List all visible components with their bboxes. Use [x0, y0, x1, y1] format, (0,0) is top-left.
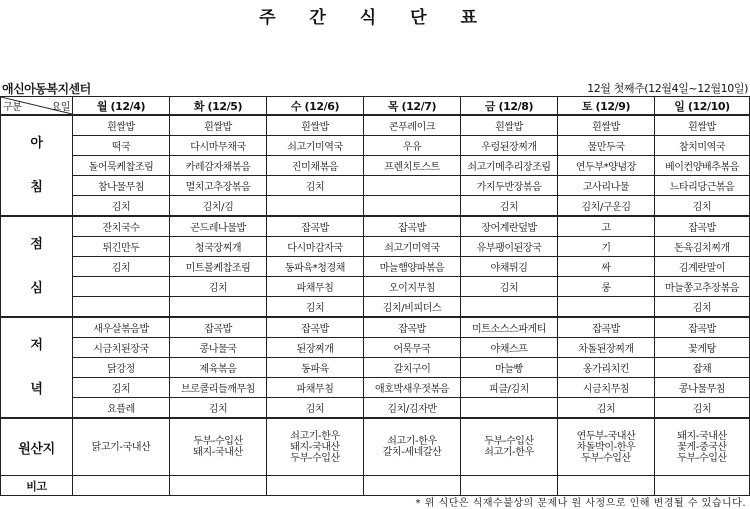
menu-cell: 고사리나물: [558, 176, 655, 196]
menu-cell: 시금치무침: [558, 378, 655, 398]
origin-cell: [267, 418, 364, 476]
menu-cell: 우렁된장찌개: [461, 136, 558, 156]
menu-cell: 미트소스스파게티: [461, 317, 558, 338]
menu-cell: [461, 398, 558, 419]
origin-line: 돼지-국내산: [193, 447, 243, 458]
origin-line: 차돌박이-한우: [576, 441, 636, 453]
menu-row: [1, 115, 750, 136]
meal-label: [1, 115, 73, 216]
menu-cell: 새우살볶음밥: [73, 317, 170, 338]
menu-cell: 유부팽이된장국: [461, 237, 558, 257]
menu-row: [1, 297, 750, 318]
menu-cell: 가지두반장볶음: [461, 176, 558, 196]
menu-cell: 야채스프: [461, 338, 558, 358]
menu-cell: 김치/구운김: [558, 196, 655, 217]
day-header: 토 (12/9): [558, 97, 655, 116]
day-header: 화 (12/5): [170, 97, 267, 116]
menu-cell: 김치: [558, 398, 655, 419]
meal-label-char: 아: [30, 135, 43, 151]
menu-cell: 김계란말이: [655, 257, 750, 277]
origin-cell: [73, 418, 170, 476]
menu-cell: 갈치구이: [364, 358, 461, 378]
menu-cell: 김치: [73, 257, 170, 277]
menu-cell: 동파육: [267, 358, 364, 378]
menu-row: [1, 257, 750, 277]
menu-cell: 베이컨양배추볶음: [655, 156, 750, 176]
origin-cell: [655, 418, 750, 476]
meal-label-char: 녁: [30, 381, 43, 397]
menu-cell: 잡곡밥: [170, 317, 267, 338]
menu-cell: 돈육김치찌개: [655, 237, 750, 257]
menu-body: [1, 115, 750, 496]
menu-cell: 마늘쫑고추장볶음: [655, 277, 750, 297]
meal-label: [1, 317, 73, 418]
origin-row: [1, 418, 750, 476]
menu-cell: 닭강정: [73, 358, 170, 378]
origin-cell: [364, 418, 461, 476]
menu-cell: 청국장찌개: [170, 237, 267, 257]
menu-cell: 흰쌀밥: [267, 115, 364, 136]
menu-cell: 흰쌀밥: [558, 115, 655, 136]
remark-cell: [267, 476, 364, 496]
origin-line: 연두부-국내산: [576, 430, 636, 442]
meal-label-char: 점: [30, 236, 43, 252]
menu-row: [1, 358, 750, 378]
menu-cell: 롱: [558, 277, 655, 297]
menu-cell: 우유: [364, 136, 461, 156]
origin-line: 두부-수입산: [193, 436, 243, 447]
origin-cell: [170, 418, 267, 476]
menu-cell: 흰쌀밥: [655, 115, 750, 136]
menu-cell: 카레감자채볶음: [170, 156, 267, 176]
menu-cell: 미트볼케찹조림: [170, 257, 267, 277]
menu-cell: 김치/김: [170, 196, 267, 217]
remark-row: [1, 476, 750, 496]
organization-name: 애신아동복지센터: [2, 82, 91, 96]
menu-cell: 싸: [558, 257, 655, 277]
menu-cell: 파채무침: [267, 378, 364, 398]
meal-label-char: 침: [30, 179, 43, 195]
menu-cell: 차돌된장찌개: [558, 338, 655, 358]
origin-line: 쇠고기-한우: [484, 447, 534, 458]
menu-cell: 시금치된장국: [73, 338, 170, 358]
menu-cell: 잡곡밥: [558, 317, 655, 338]
menu-cell: 연두부*양념장: [558, 156, 655, 176]
menu-cell: 김치: [267, 398, 364, 419]
meal-label-char: 심: [30, 280, 43, 296]
menu-cell: 피클/김치: [461, 378, 558, 398]
menu-cell: 흰쌀밥: [170, 115, 267, 136]
day-header: 일 (12/10): [655, 97, 750, 116]
menu-cell: 돌어묵케찹조림: [73, 156, 170, 176]
corner-cell: [1, 97, 73, 116]
weekly-menu-table: [0, 96, 750, 496]
day-header: 목 (12/7): [364, 97, 461, 116]
remark-cell: [558, 476, 655, 496]
remark-cell: [170, 476, 267, 496]
menu-cell: 다시마감자국: [267, 237, 364, 257]
menu-cell: 김치: [655, 196, 750, 217]
menu-cell: 요플레: [73, 398, 170, 419]
menu-cell: 김치: [170, 277, 267, 297]
week-range: 12월 첫째주(12월4일~12월10일): [587, 82, 748, 95]
menu-row: [1, 237, 750, 257]
menu-cell: 진미채볶음: [267, 156, 364, 176]
menu-cell: 꽃게탕: [655, 338, 750, 358]
menu-cell: 김치: [170, 398, 267, 419]
menu-cell: [73, 277, 170, 297]
menu-cell: 콘푸레이크: [364, 115, 461, 136]
menu-cell: 잡곡밥: [655, 317, 750, 338]
menu-cell: 제육볶음: [170, 358, 267, 378]
origin-line: 쇠고기-한우: [290, 430, 340, 442]
menu-cell: 콩나물국: [170, 338, 267, 358]
origin-line: 닭고기-국내산: [91, 441, 151, 453]
corner-label-day: 요일: [51, 102, 70, 113]
menu-cell: [267, 196, 364, 217]
menu-cell: 김치: [461, 277, 558, 297]
origin-cell: [558, 418, 655, 476]
menu-cell: 김치: [655, 297, 750, 318]
menu-cell: 김치: [267, 176, 364, 196]
origin-line: 두부-수입산: [581, 452, 631, 464]
menu-row: [1, 156, 750, 176]
menu-row: [1, 136, 750, 156]
menu-cell: 콩나물무침: [655, 378, 750, 398]
menu-cell: 잡채: [655, 358, 750, 378]
menu-cell: 애호박새우젓볶음: [364, 378, 461, 398]
menu-cell: [364, 196, 461, 217]
header-row: [1, 97, 750, 116]
menu-row: [1, 277, 750, 297]
origin-line: 쇠고기-한우: [387, 436, 437, 447]
menu-cell: 기: [558, 237, 655, 257]
menu-cell: 김치: [267, 297, 364, 318]
menu-cell: 쇠고기메추리장조림: [461, 156, 558, 176]
meal-label-char: 저: [30, 337, 43, 353]
menu-cell: 마늘햄양파볶음: [364, 257, 461, 277]
remark-cell: [655, 476, 750, 496]
origin-line: 두부-수입산: [290, 452, 340, 464]
remark-label: 비고: [1, 476, 73, 496]
menu-cell: [558, 297, 655, 318]
menu-cell: 느타리당근볶음: [655, 176, 750, 196]
menu-cell: 참치미역국: [655, 136, 750, 156]
menu-cell: 잡곡밥: [364, 216, 461, 237]
menu-cell: 어묵무국: [364, 338, 461, 358]
menu-cell: 옹가리치킨: [558, 358, 655, 378]
menu-cell: [364, 176, 461, 196]
notice-text: * 위 식단은 식재수불상의 문제나 원 사정으로 인해 변경될 수 있습니다.: [415, 498, 746, 509]
menu-cell: 곤드레나물밥: [170, 216, 267, 237]
menu-cell: 브로콜리들깨무침: [170, 378, 267, 398]
corner-label-category: 구분: [3, 102, 22, 113]
page-title: 주 간 식 단 표: [259, 8, 491, 28]
origin-cell: [461, 418, 558, 476]
menu-row: [1, 378, 750, 398]
menu-cell: 잡곡밥: [267, 216, 364, 237]
origin-line: 꽃게-중국산: [677, 441, 727, 453]
menu-row: [1, 338, 750, 358]
menu-cell: 잡곡밥: [655, 216, 750, 237]
menu-cell: 김치/비피더스: [364, 297, 461, 318]
menu-cell: 김치: [73, 378, 170, 398]
menu-cell: 동파육*청경채: [267, 257, 364, 277]
menu-cell: 튀긴만두: [73, 237, 170, 257]
menu-cell: 장어계란덮밥: [461, 216, 558, 237]
menu-cell: 떡국: [73, 136, 170, 156]
origin-line: 돼지-국내산: [677, 430, 727, 442]
menu-cell: 다시마무채국: [170, 136, 267, 156]
menu-cell: 멸치고추장볶음: [170, 176, 267, 196]
menu-cell: 잡곡밥: [267, 317, 364, 338]
menu-cell: 잡곡밥: [364, 317, 461, 338]
menu-cell: 김치/김자반: [364, 398, 461, 419]
menu-row: [1, 176, 750, 196]
menu-cell: 흰쌀밥: [73, 115, 170, 136]
day-header: 수 (12/6): [267, 97, 364, 116]
origin-line: 두부-수입산: [484, 436, 534, 447]
menu-cell: [461, 297, 558, 318]
menu-cell: 물만두국: [558, 136, 655, 156]
menu-cell: 오이지무침: [364, 277, 461, 297]
menu-cell: 파채무침: [267, 277, 364, 297]
origin-line: 두부-수입산: [677, 452, 727, 464]
menu-cell: 흰쌀밥: [461, 115, 558, 136]
origin-label: 원산지: [1, 418, 73, 476]
menu-cell: 고: [558, 216, 655, 237]
menu-cell: 된장찌개: [267, 338, 364, 358]
menu-row: [1, 398, 750, 419]
day-header: 월 (12/4): [73, 97, 170, 116]
remark-cell: [364, 476, 461, 496]
remark-cell: [73, 476, 170, 496]
menu-row: [1, 216, 750, 237]
menu-cell: [170, 297, 267, 318]
origin-line: 갈치-세네갈산: [382, 447, 442, 458]
menu-cell: 김치: [655, 398, 750, 419]
day-header: 금 (12/8): [461, 97, 558, 116]
menu-cell: 쇠고기미역국: [364, 237, 461, 257]
menu-cell: 김치: [73, 196, 170, 217]
menu-cell: 프렌치토스트: [364, 156, 461, 176]
menu-row: [1, 196, 750, 217]
menu-cell: 참나물무침: [73, 176, 170, 196]
menu-cell: [73, 297, 170, 318]
origin-line: 돼지-국내산: [290, 441, 340, 453]
remark-cell: [461, 476, 558, 496]
menu-cell: 잔치국수: [73, 216, 170, 237]
menu-cell: 김치: [461, 196, 558, 217]
menu-cell: 야채튀김: [461, 257, 558, 277]
menu-cell: 쇠고기미역국: [267, 136, 364, 156]
meal-label: [1, 216, 73, 317]
menu-row: [1, 317, 750, 338]
menu-cell: 마늘빵: [461, 358, 558, 378]
